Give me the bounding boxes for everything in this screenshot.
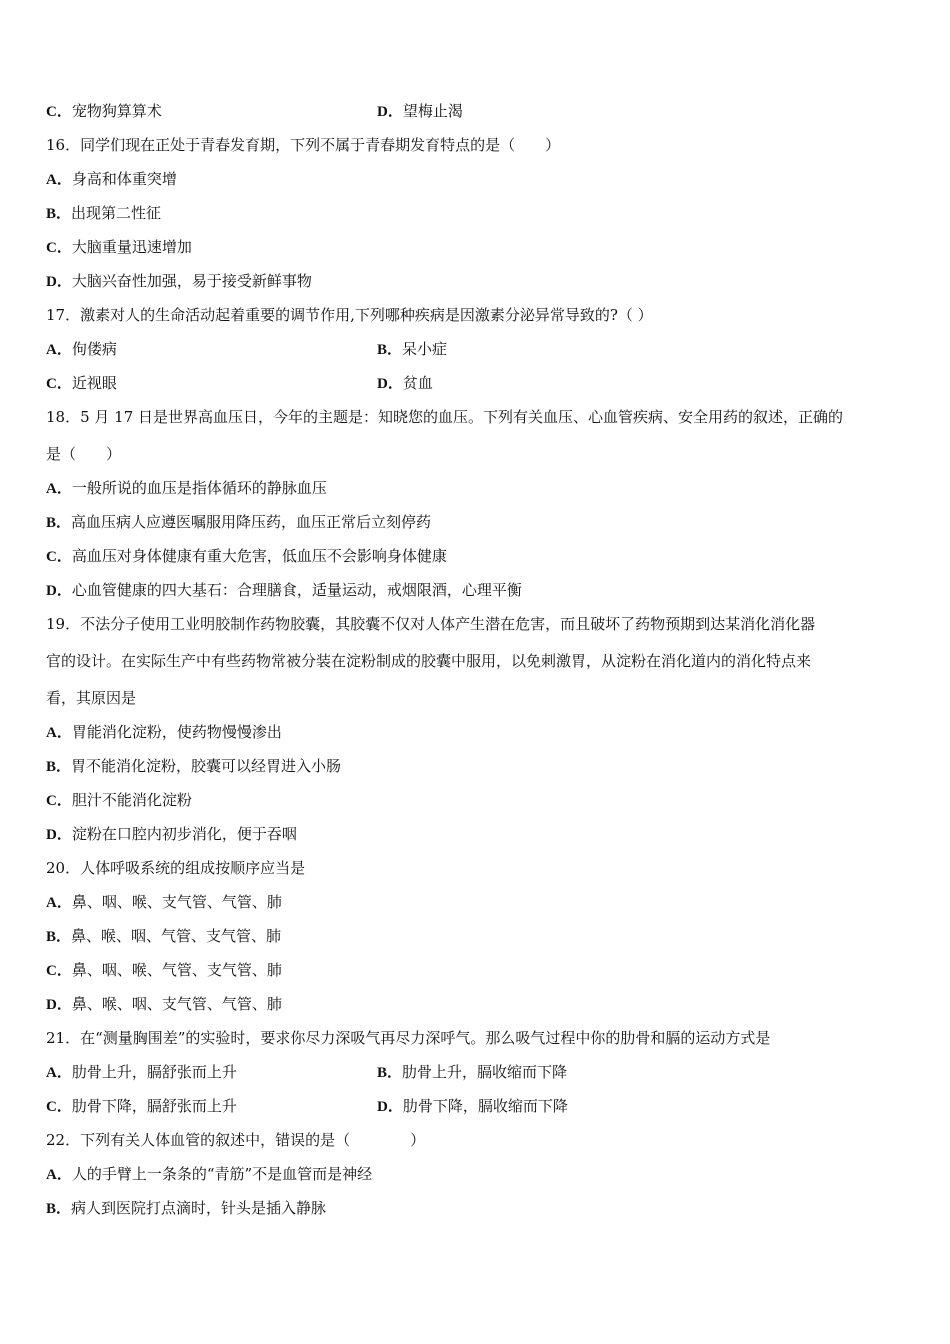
option-label: D．	[377, 376, 403, 392]
option-label: C．	[46, 963, 72, 979]
option-text: 病人到医院打点滴时，针头是插入静脉	[71, 1199, 327, 1217]
option-text: 高血压病人应遵医嘱服用降压药，血压正常后立刻停药	[71, 513, 432, 531]
option-label: A．	[46, 481, 72, 497]
option-label: C．	[46, 1099, 72, 1115]
option-text: 鼻、喉、咽、支气管、气管、肺	[71, 995, 282, 1013]
option-label: B．	[46, 206, 72, 222]
q15-option-d	[377, 101, 463, 122]
option-text: 贫血	[402, 374, 433, 392]
q18-option-b	[46, 512, 431, 533]
option-text: 肋骨下降，膈舒张而上升	[71, 1097, 237, 1115]
option-text: 大脑兴奋性加强，易于接受新鲜事物	[71, 272, 312, 290]
option-text: 出现第二性征	[71, 204, 162, 222]
option-text: 大脑重量迅速增加	[71, 238, 192, 256]
q21-option-c	[46, 1096, 237, 1117]
q17-option-b	[377, 339, 447, 360]
option-label: C．	[46, 240, 72, 256]
q20-stem: 20．人体呼吸系统的组成按顺序应当是	[46, 859, 306, 877]
q21-option-a	[46, 1062, 237, 1083]
option-text: 高血压对身体健康有重大危害，低血压不会影响身体健康	[71, 547, 447, 565]
q21-stem: 21．在“测量胸围差”的实验时，要求你尽力深吸气再尽力深呼气。那么吸气过程中你的肋骨和膈的运动方式是	[46, 1029, 771, 1047]
option-text: 宠物狗算算术	[71, 102, 162, 120]
q18-option-d	[46, 580, 522, 601]
option-text: 鼻、喉、咽、气管、支气管、肺	[71, 927, 282, 945]
q18-option-c	[46, 546, 447, 567]
q19-option-d	[46, 824, 297, 845]
option-text: 近视眼	[71, 374, 117, 392]
option-text: 肋骨上升，膈收缩而下降	[402, 1063, 568, 1081]
q19-stem-line-2: 官的设计。在实际生产中有些药物常被分装在淀粉制成的胶囊中服用，以免刺激胃，从淀粉在消化道内的消化特点来	[46, 652, 812, 670]
q16-stem: 16．同学们现在正处于青春发育期，下列不属于青春期发育特点的是（ ）	[46, 136, 561, 154]
option-text: 人的手臂上一条条的“青筋”不是血管而是神经	[71, 1165, 373, 1183]
option-label: D．	[46, 997, 72, 1013]
q18-stem-line-2: 是（ ）	[46, 445, 122, 463]
option-text: 呆小症	[402, 340, 448, 358]
option-text: 鼻、咽、喉、支气管、气管、肺	[71, 893, 282, 911]
option-text: 身高和体重突增	[71, 170, 177, 188]
option-label: B．	[46, 1201, 72, 1217]
option-label: C．	[46, 376, 72, 392]
q16-option-c	[46, 237, 192, 258]
q20-option-a	[46, 892, 282, 913]
q15-option-c	[46, 101, 162, 122]
q19-option-c	[46, 790, 192, 811]
option-label: B．	[377, 1065, 403, 1081]
option-label: C．	[46, 793, 72, 809]
option-label: C．	[46, 549, 72, 565]
option-text: 心血管健康的四大基石：合理膳食，适量运动，戒烟限酒，心理平衡	[71, 581, 522, 599]
option-text: 望梅止渴	[402, 102, 463, 120]
q19-option-b	[46, 756, 341, 777]
option-text: 肋骨下降，膈收缩而下降	[402, 1097, 568, 1115]
option-label: A．	[46, 1167, 72, 1183]
option-label: B．	[46, 759, 72, 775]
q16-option-a	[46, 169, 177, 190]
option-label: B．	[377, 342, 403, 358]
option-label: A．	[46, 342, 72, 358]
q17-option-c	[46, 373, 117, 394]
option-text: 一般所说的血压是指体循环的静脉血压	[71, 479, 327, 497]
option-label: D．	[46, 827, 72, 843]
q22-option-a	[46, 1164, 372, 1185]
q17-option-a	[46, 339, 117, 360]
option-label: D．	[377, 104, 403, 120]
q16-option-b	[46, 203, 161, 224]
q18-stem-line-1: 18．5 月 17 日是世界高血压日，今年的主题是：知晓您的血压。下列有关血压、心血管疾病、安全用药的叙述，正确的	[46, 408, 844, 426]
option-text: 淀粉在口腔内初步消化，便于吞咽	[71, 825, 297, 843]
option-label: C．	[46, 104, 72, 120]
option-text: 胃不能消化淀粉，胶囊可以经胃进入小肠	[71, 757, 342, 775]
option-text: 鼻、咽、喉、气管、支气管、肺	[71, 961, 282, 979]
option-label: A．	[46, 172, 72, 188]
q21-option-b	[377, 1062, 567, 1083]
q17-stem: 17．激素对人的生命活动起着重要的调节作用,下列哪种疾病是因激素分泌异常导致的?（ ）	[46, 306, 653, 324]
option-text: 胃能消化淀粉，使药物慢慢渗出	[71, 723, 282, 741]
q16-option-d	[46, 271, 312, 292]
option-text: 胆汁不能消化淀粉	[71, 791, 192, 809]
q19-stem-line-3: 看，其原因是	[46, 689, 137, 707]
option-label: B．	[46, 929, 72, 945]
q18-option-a	[46, 478, 327, 499]
option-label: A．	[46, 1065, 72, 1081]
q22-option-b	[46, 1198, 326, 1219]
q19-stem-line-1: 19．不法分子使用工业明胶制作药物胶囊，其胶囊不仅对人体产生潜在危害，而且破坏了药物预期到达某消化消化器	[46, 615, 816, 633]
option-label: D．	[46, 274, 72, 290]
q20-option-b	[46, 926, 281, 947]
q17-option-d	[377, 373, 433, 394]
option-label: D．	[377, 1099, 403, 1115]
q20-option-c	[46, 960, 282, 981]
q21-option-d	[377, 1096, 568, 1117]
q22-stem: 22．下列有关人体血管的叙述中，错误的是（ ）	[46, 1131, 426, 1149]
option-label: B．	[46, 515, 72, 531]
option-label: A．	[46, 895, 72, 911]
option-text: 佝偻病	[71, 340, 117, 358]
option-text: 肋骨上升，膈舒张而上升	[71, 1063, 237, 1081]
q20-option-d	[46, 994, 282, 1015]
q19-option-a	[46, 722, 282, 743]
option-label: A．	[46, 725, 72, 741]
option-label: D．	[46, 583, 72, 599]
